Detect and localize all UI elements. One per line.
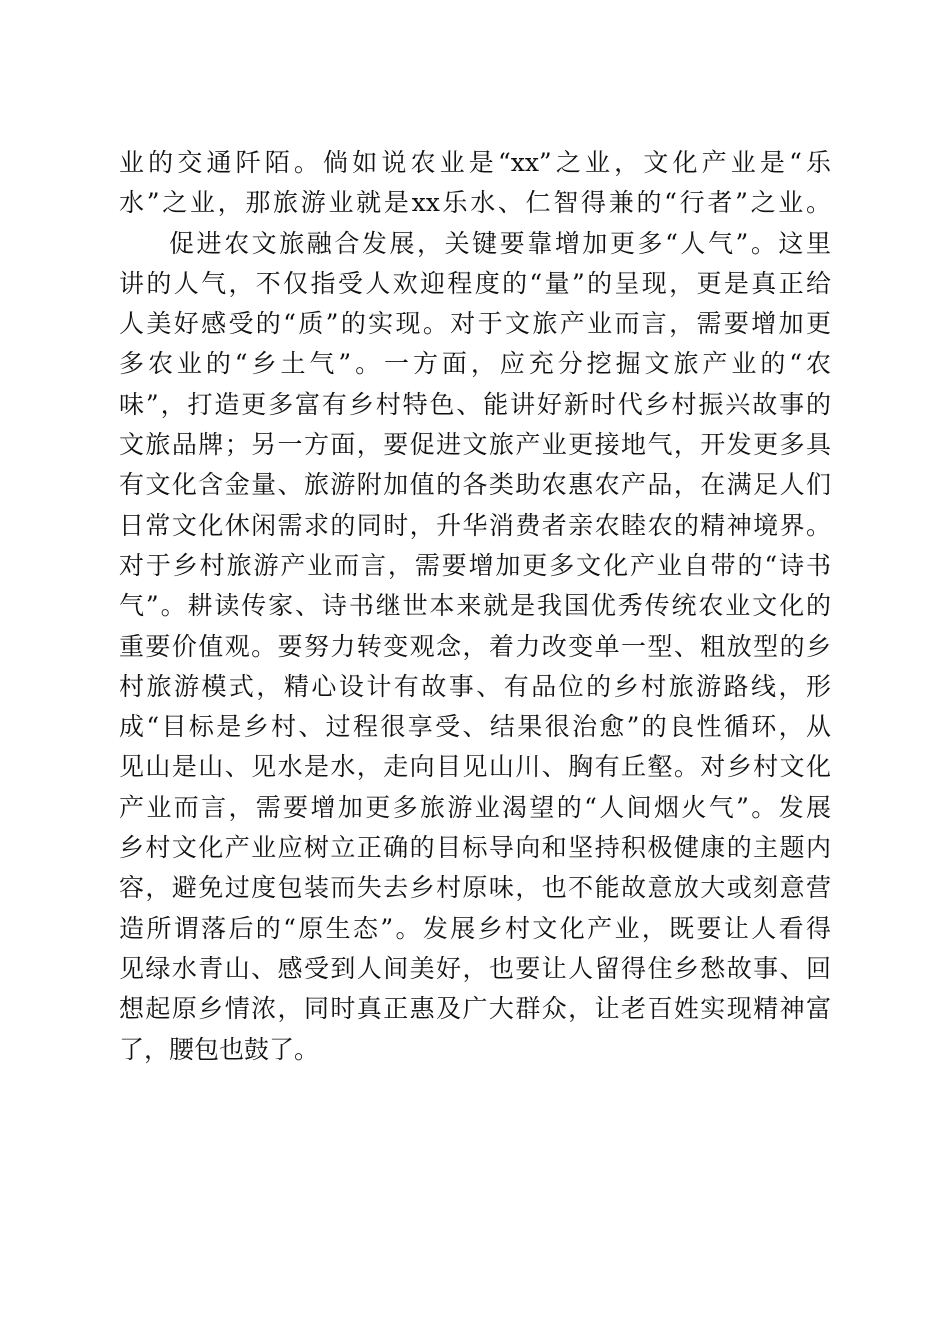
text-line: 人美好感受的“质”的实现。对于文旅产业而言，需要增加更	[119, 309, 831, 339]
text-line: 有文化含金量、旅游附加值的各类助农惠农产品，在满足人们	[119, 470, 831, 500]
body-text	[119, 143, 831, 1070]
text-line: 多农业的“乡土气”。一方面，应充分挖掘文旅产业的“农	[119, 349, 831, 379]
text-line: 气”。耕读传家、诗书继世本来就是我国优秀传统农业文化的	[119, 591, 831, 621]
text-line: 文旅品牌；另一方面，要促进文旅产业更接地气，开发更多具	[119, 430, 831, 460]
text-line: 见绿水青山、感受到人间美好，也要让人留得住乡愁故事、回	[119, 953, 831, 983]
text-line: 成“目标是乡村、过程很享受、结果很治愈”的良性循环，从	[119, 712, 831, 742]
text-line: 重要价值观。要努力转变观念，着力改变单一型、粗放型的乡	[119, 631, 831, 661]
text-line: 乡村文化产业应树立正确的目标导向和坚持积极健康的主题内	[119, 833, 831, 863]
text-line: 日常文化休闲需求的同时，升华消费者亲农睦农的精神境界。	[119, 510, 831, 540]
paragraph-first-line: 促进农文旅融合发展，关键要靠增加更多“人气”。这里	[169, 228, 831, 258]
text-line: 想起原乡情浓，同时真正惠及广大群众，让老百姓实现精神富	[119, 994, 831, 1024]
text-line: 产业而言，需要增加更多旅游业渴望的“人间烟火气”。发展	[119, 792, 831, 822]
text-line: 见山是山、见水是水，走向目见山川、胸有丘壑。对乡村文化	[119, 752, 831, 782]
text-line: 对于乡村旅游产业而言，需要增加更多文化产业自带的“诗书	[119, 550, 831, 580]
paragraph-last-line: 了，腰包也鼓了。	[119, 1034, 320, 1064]
text-line: 造所谓落后的“原生态”。发展乡村文化产业，既要让人看得	[119, 913, 831, 943]
text-line: 讲的人气，不仅指受人欢迎程度的“量”的呈现，更是真正给	[119, 268, 831, 298]
text-line: 水”之业，那旅游业就是xx乐水、仁智得兼的“行者”之业。	[119, 188, 831, 218]
text-line: 业的交通阡陌。倘如说农业是“xx”之业，文化产业是“乐	[119, 148, 831, 177]
text-line: 味”，打造更多富有乡村特色、能讲好新时代乡村振兴故事的	[119, 389, 831, 419]
text-line: 村旅游模式，精心设计有故事、有品位的乡村旅游路线，形	[119, 671, 831, 701]
text-line: 容，避免过度包装而失去乡村原味，也不能故意放大或刻意营	[119, 873, 831, 903]
